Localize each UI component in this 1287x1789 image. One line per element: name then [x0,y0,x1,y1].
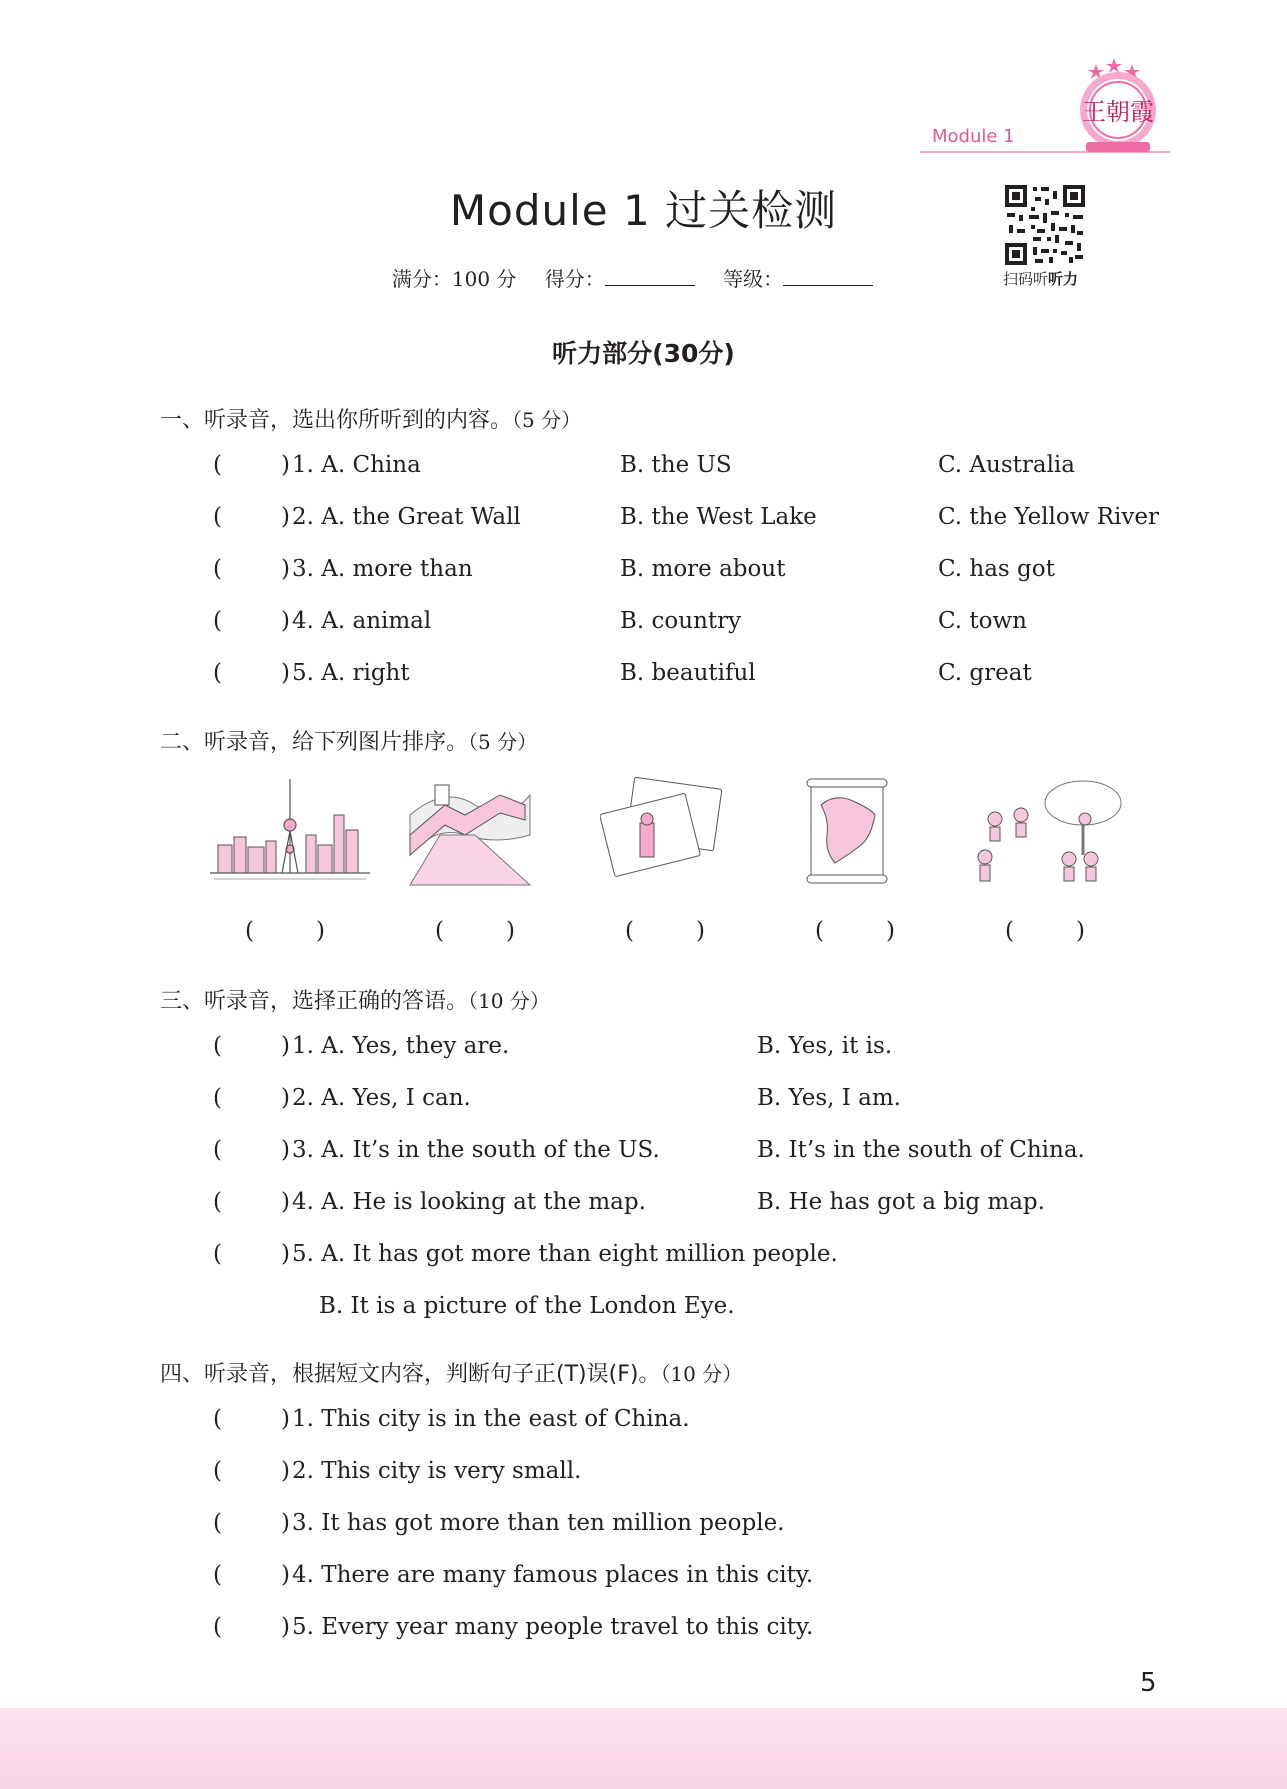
full-marks: 满分：100 分 [391,267,517,291]
brand-badge-logo [1072,58,1164,156]
great-wall-icon [405,775,535,887]
picture-paren-close: ) [505,918,515,944]
answer-paren-open[interactable]: ( [213,1458,222,1484]
answer-paren-open[interactable]: ( [213,452,222,478]
statement-text: 4. There are many famous places in this city. [292,1562,814,1588]
page-number: 5 [1140,1668,1157,1698]
answer-paren-close: ) [281,1085,290,1111]
option-a: 3. A. It’s in the south of the US. [292,1137,660,1163]
section-2-points: （5 分） [468,730,538,754]
answer-paren-open[interactable]: ( [213,1614,222,1640]
picture-paren-open: ( [1005,918,1014,944]
answer-paren-close: ) [281,1458,290,1484]
postcards-icon [600,775,725,887]
section-4-heading [160,1357,742,1388]
answer-paren-close: ) [281,1137,290,1163]
option-c: C. great [938,660,1032,686]
qr-code-icon [1005,185,1085,265]
score-label: 得分： [544,267,605,291]
answer-paren-close: ) [281,452,290,478]
answer-paren-close: ) [281,608,290,634]
map-scroll-icon [805,775,890,887]
option-b: B. It is a picture of the London Eye. [319,1293,735,1319]
section-3-heading [160,984,550,1015]
option-a: 2. A. Yes, I can. [292,1085,471,1111]
header-module-label: Module 1 [932,126,1015,147]
answer-paren-open[interactable]: ( [213,660,222,686]
picture-paren-close: ) [315,918,325,944]
picture-paren-open: ( [435,918,444,944]
picture-paren-open: ( [625,918,634,944]
section-2-title: 二、听录音，给下列图片排序。 [160,730,469,755]
option-b: B. Yes, I am. [757,1085,901,1111]
listening-section-title: 听力部分(30分) [552,339,735,368]
option-b: B. the West Lake [620,504,817,530]
answer-paren-close: ) [281,556,290,582]
picture-paren-open: ( [815,918,824,944]
answer-paren-close: ) [281,1562,290,1588]
answer-paren-open[interactable]: ( [213,608,222,634]
section-3-points: （10 分） [468,989,550,1013]
option-a: 5. A. right [292,660,410,686]
section-1-points: （5 分） [512,408,582,432]
option-b: B. He has got a big map. [757,1189,1045,1215]
picture-5-answer[interactable] [1005,918,1085,944]
section-4-points: （10 分） [660,1362,743,1386]
statement-text: 5. Every year many people travel to this city. [292,1614,814,1640]
option-b: B. It’s in the south of China. [757,1137,1085,1163]
answer-paren-close: ) [281,1033,290,1059]
statement-text: 3. It has got more than ten million people. [292,1510,785,1536]
statement-text: 2. This city is very small. [292,1458,582,1484]
answer-paren-close: ) [281,504,290,530]
score-line [0,263,1287,292]
qr-caption-text: 扫码听 [1003,270,1049,288]
answer-paren-open[interactable]: ( [213,1562,222,1588]
option-c: C. Australia [938,452,1076,478]
answer-paren-close: ) [281,660,290,686]
option-c: C. town [938,608,1027,634]
answer-paren-open[interactable]: ( [213,1085,222,1111]
section-3-title: 三、听录音，选择正确的答语。 [160,989,469,1014]
answer-paren-open[interactable]: ( [213,504,222,530]
section-4-title: 四、听录音，根据短文内容，判断句子正(T)误(F)。 [160,1362,661,1387]
picture-4-answer[interactable] [815,918,895,944]
option-a: 2. A. the Great Wall [292,504,521,530]
answer-paren-close: ) [281,1614,290,1640]
answer-paren-open[interactable]: ( [213,1510,222,1536]
picture-paren-close: ) [1075,918,1085,944]
option-b: B. the US [620,452,732,478]
section-2-heading [160,725,537,756]
answer-paren-open[interactable]: ( [213,1137,222,1163]
footer-band [0,1708,1287,1789]
grade-blank[interactable] [783,267,873,286]
brand-name: 王朝霞 [1082,98,1154,126]
option-a: 1. A. China [292,452,421,478]
option-b: B. beautiful [620,660,756,686]
option-a: 3. A. more than [292,556,473,582]
picture-paren-close: ) [885,918,895,944]
picture-paren-open: ( [245,918,254,944]
answer-paren-close: ) [281,1510,290,1536]
picture-1-answer[interactable] [245,918,325,944]
section-1-heading [160,403,581,434]
answer-paren-close: ) [281,1406,290,1432]
grade-label: 等级： [723,267,784,291]
kids-playing-icon [965,775,1125,887]
picture-paren-close: ) [695,918,705,944]
option-a: 4. A. animal [292,608,432,634]
picture-3-answer[interactable] [625,918,705,944]
answer-paren-open[interactable]: ( [213,1189,222,1215]
option-a: 5. A. It has got more than eight million people. [292,1241,838,1267]
answer-paren-close: ) [281,1189,290,1215]
option-b: B. more about [620,556,786,582]
page-title: Module 1 过关检测 [449,186,838,235]
option-c: C. the Yellow River [938,504,1160,530]
option-c: C. has got [938,556,1055,582]
qr-caption-bold: 听力 [1048,270,1079,288]
answer-paren-open[interactable]: ( [213,1033,222,1059]
picture-2-answer[interactable] [435,918,515,944]
option-b: B. Yes, it is. [757,1033,893,1059]
option-a: 4. A. He is looking at the map. [292,1189,646,1215]
answer-paren-close: ) [281,1241,290,1267]
statement-text: 1. This city is in the east of China. [292,1406,690,1432]
option-b: B. country [620,608,742,634]
answer-paren-open[interactable]: ( [213,1241,222,1267]
answer-paren-open[interactable]: ( [213,556,222,582]
answer-paren-open[interactable]: ( [213,1406,222,1432]
option-a: 1. A. Yes, they are. [292,1033,510,1059]
score-blank[interactable] [605,267,695,286]
city-skyline-icon [210,775,370,887]
section-1-title: 一、听录音，选出你所听到的内容。 [160,408,513,433]
